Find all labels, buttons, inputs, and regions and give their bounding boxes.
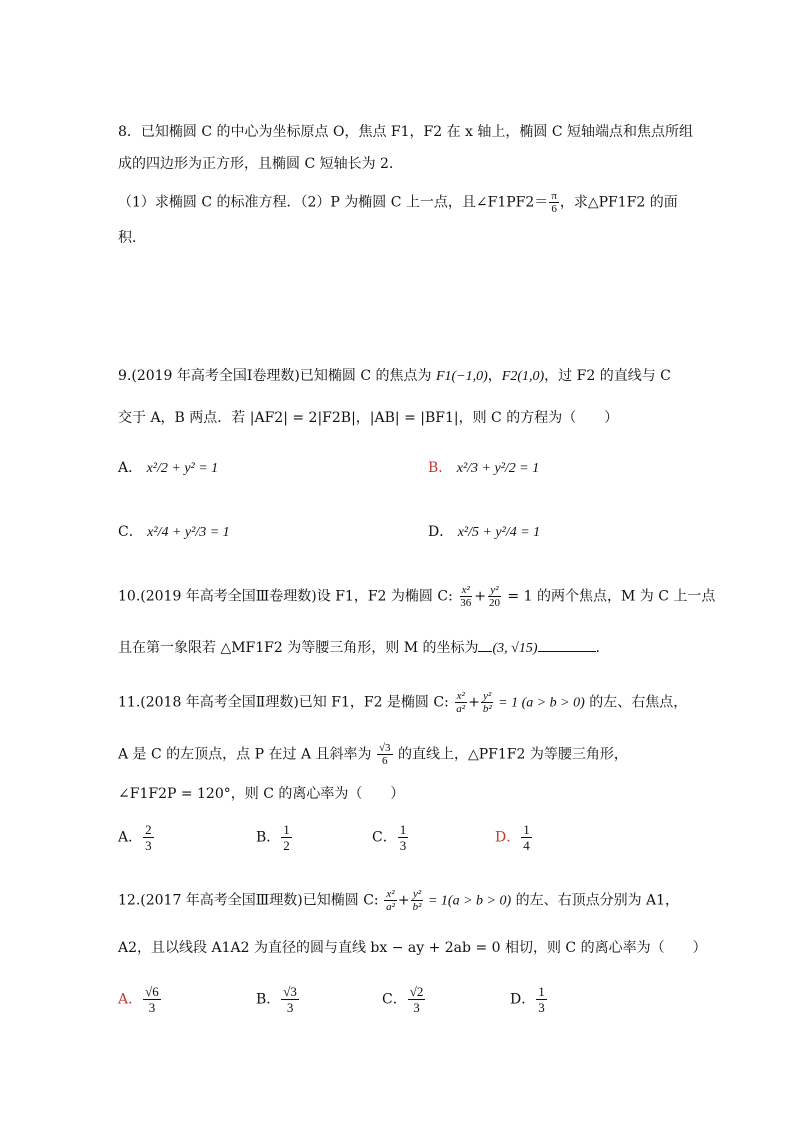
q10-line-2: 且在第一象限若 △MF1F2 为等腰三角形，则 M 的坐标为 (3, √15) . [118, 640, 600, 656]
q10-question-text: 且在第一象限若 △MF1F2 为等腰三角形，则 M 的坐标为 [118, 640, 479, 656]
q8-part1-text: （1）求椭圆 C 的标准方程．（2）P 为椭圆 C 上一点，且∠F1PF2＝ [118, 194, 549, 211]
q10-intro-text: 10.(2019 年高考全国Ⅲ卷理数)设 F1，F2 为椭圆 C: [118, 588, 453, 605]
q9-option-b-label: B． [428, 460, 453, 476]
q12-option-b-label: B． [256, 991, 281, 1008]
q12-eq-x-term: $\frac{\text{x²}}{\text{a²}}$ [386, 888, 395, 913]
q8-line-2: 成的四边形为正方形，且椭圆 C 短轴长为 2． [118, 156, 403, 172]
q8-fraction-den: 6 [551, 203, 557, 215]
q12-line-1: 12.(2017 年高考全国Ⅲ理数)已知椭圆 C: $\frac{\text{x²}}{\text{a²}}$ + $\frac{\text{y²}}{\text{b²}}$ = 1(a > b > 0) 的左、右顶点分别为 A1， [118, 888, 680, 913]
q12-option-c-label: C． [382, 991, 407, 1008]
q9-option-c-eq: x²/4 + y²/3 = 1 [147, 525, 230, 540]
q8-line-1: 8．已知椭圆 C 的中心为坐标原点 O，焦点 F1，F2 在 x 轴上，椭圆 C 短轴端点和焦点所组 [118, 124, 693, 140]
q11-eq-x-term: $\frac{\text{x²}}{\text{a²}}$ [456, 690, 466, 715]
q8-angle-fraction [549, 190, 559, 215]
q12-option-a-label: A． [118, 991, 143, 1008]
q8-fraction-num: π [551, 190, 557, 202]
q11-intro-text: 11.(2018 年高考全国Ⅱ理数)已知 F1，F2 是椭圆 C: [118, 694, 449, 711]
q9-focus-f2: F2(1,0) [501, 369, 545, 384]
q11-eq-y-term: $\frac{\text{y²}}{\text{b²}}$ [482, 690, 492, 715]
q10-blank-right [538, 651, 596, 652]
q11-option-d-label: D． [495, 829, 521, 846]
q10-eq-y-term: $\frac{\text{y²}}{20}$ [488, 584, 500, 609]
q12-option-a[interactable]: A． $\frac{√6}{3}$ [118, 984, 159, 1015]
q9-option-b-eq: x²/3 + y²/2 = 1 [456, 461, 540, 476]
q10-line-1: 10.(2019 年高考全国Ⅲ卷理数)设 F1，F2 为椭圆 C: $\frac{\text{x²}}{36}$ + $\frac{\text{y²}}{20}$ = 1 的两个焦点，M 为 C 上一点 [118, 584, 716, 609]
q9-option-a-label: A． [118, 460, 143, 476]
q11-line-1: 11.(2018 年高考全国Ⅱ理数)已知 F1，F2 是椭圆 C: $\frac{\text{x²}}{\text{a²}}$ + $\frac{\text{y²}}{\text{b²}}$ = 1 (a > b > 0) 的左、右焦点， [118, 690, 688, 715]
q11-option-c[interactable]: C． $\frac{1}{3}$ [372, 822, 407, 853]
q11-option-c-label: C． [372, 829, 397, 846]
q9-focus-f1: F1(−1,0) [435, 369, 488, 384]
q11-text-a: A 是 C 的左顶点，点 P 在过 A 且斜率为 [118, 746, 372, 763]
q9-intro-tail: ，过 F2 的直线与 C [544, 368, 671, 384]
q9-option-a-eq: x²/2 + y² = 1 [146, 461, 219, 476]
q11-line-2 [118, 742, 628, 767]
q11-line-3: ∠F1F2P = 120°，则 C 的离心率为（ ） [118, 786, 405, 802]
q12-eq-y-term: $\frac{\text{y²}}{\text{b²}}$ [412, 888, 422, 913]
q9-option-c[interactable] [118, 522, 230, 543]
q12-line-2: A2，且以线段 A1A2 为直径的圆与直线 bx − ay + 2ab = 0 相切，则 C 的离心率为（ ） [118, 940, 707, 956]
q11-intro-tail: 的左、右焦点， [589, 694, 688, 711]
q11-option-d[interactable]: D． $\frac{1}{4}$ [495, 822, 530, 853]
q12-option-c[interactable]: C． $\frac{√2}{3}$ [382, 984, 424, 1015]
q9-line-2: 交于 A，B 两点．若 |AF2| = 2|F2B|，|AB| = |BF1|，则 C 的方程为（ ） [118, 410, 619, 426]
q9-line-1 [118, 366, 671, 387]
q11-option-a[interactable]: A． $\frac{2}{3}$ [118, 822, 152, 853]
q10-answer[interactable]: (3, √15) [492, 641, 538, 656]
q12-intro-tail: 的左、右顶点分别为 A1， [515, 892, 680, 909]
q8-line-3 [118, 190, 678, 215]
q10-blank-left [478, 651, 492, 652]
q10-eq-x-term: $\frac{\text{x²}}{36}$ [460, 584, 472, 609]
q11-option-b[interactable]: B． $\frac{1}{2}$ [256, 822, 290, 853]
q9-option-d-label: D． [428, 524, 454, 540]
q11-option-b-label: B． [256, 829, 281, 846]
q12-option-d[interactable]: D． $\frac{1}{3}$ [510, 984, 545, 1015]
q12-option-b[interactable]: B． $\frac{√3}{3}$ [256, 984, 297, 1015]
q10-intro-tail: 的两个焦点，M 为 C 上一点 [536, 588, 716, 605]
q8-part2-text: ，求△PF1F2 的面 [559, 194, 678, 211]
q11-slope-fraction: $\frac{√3}{6}$ [378, 742, 391, 767]
q9-option-a[interactable] [118, 458, 218, 479]
q9-option-c-label: C． [118, 524, 143, 540]
q9-option-b[interactable] [428, 458, 539, 479]
q8-line-4: 积． [118, 230, 146, 246]
q9-intro-text: 9.(2019 年高考全国Ⅰ卷理数)已知椭圆 C 的焦点为 [118, 368, 436, 384]
q12-option-d-label: D． [510, 991, 536, 1008]
q12-intro-text: 12.(2017 年高考全国Ⅲ理数)已知椭圆 C: [118, 892, 379, 909]
q11-text-b: 的直线上，△PF1F2 为等腰三角形， [397, 746, 628, 763]
q11-option-a-label: A． [118, 829, 143, 846]
q9-separator: ， [487, 368, 502, 384]
q9-option-d-eq: x²/5 + y²/4 = 1 [457, 525, 541, 540]
q9-option-d[interactable] [428, 522, 540, 543]
